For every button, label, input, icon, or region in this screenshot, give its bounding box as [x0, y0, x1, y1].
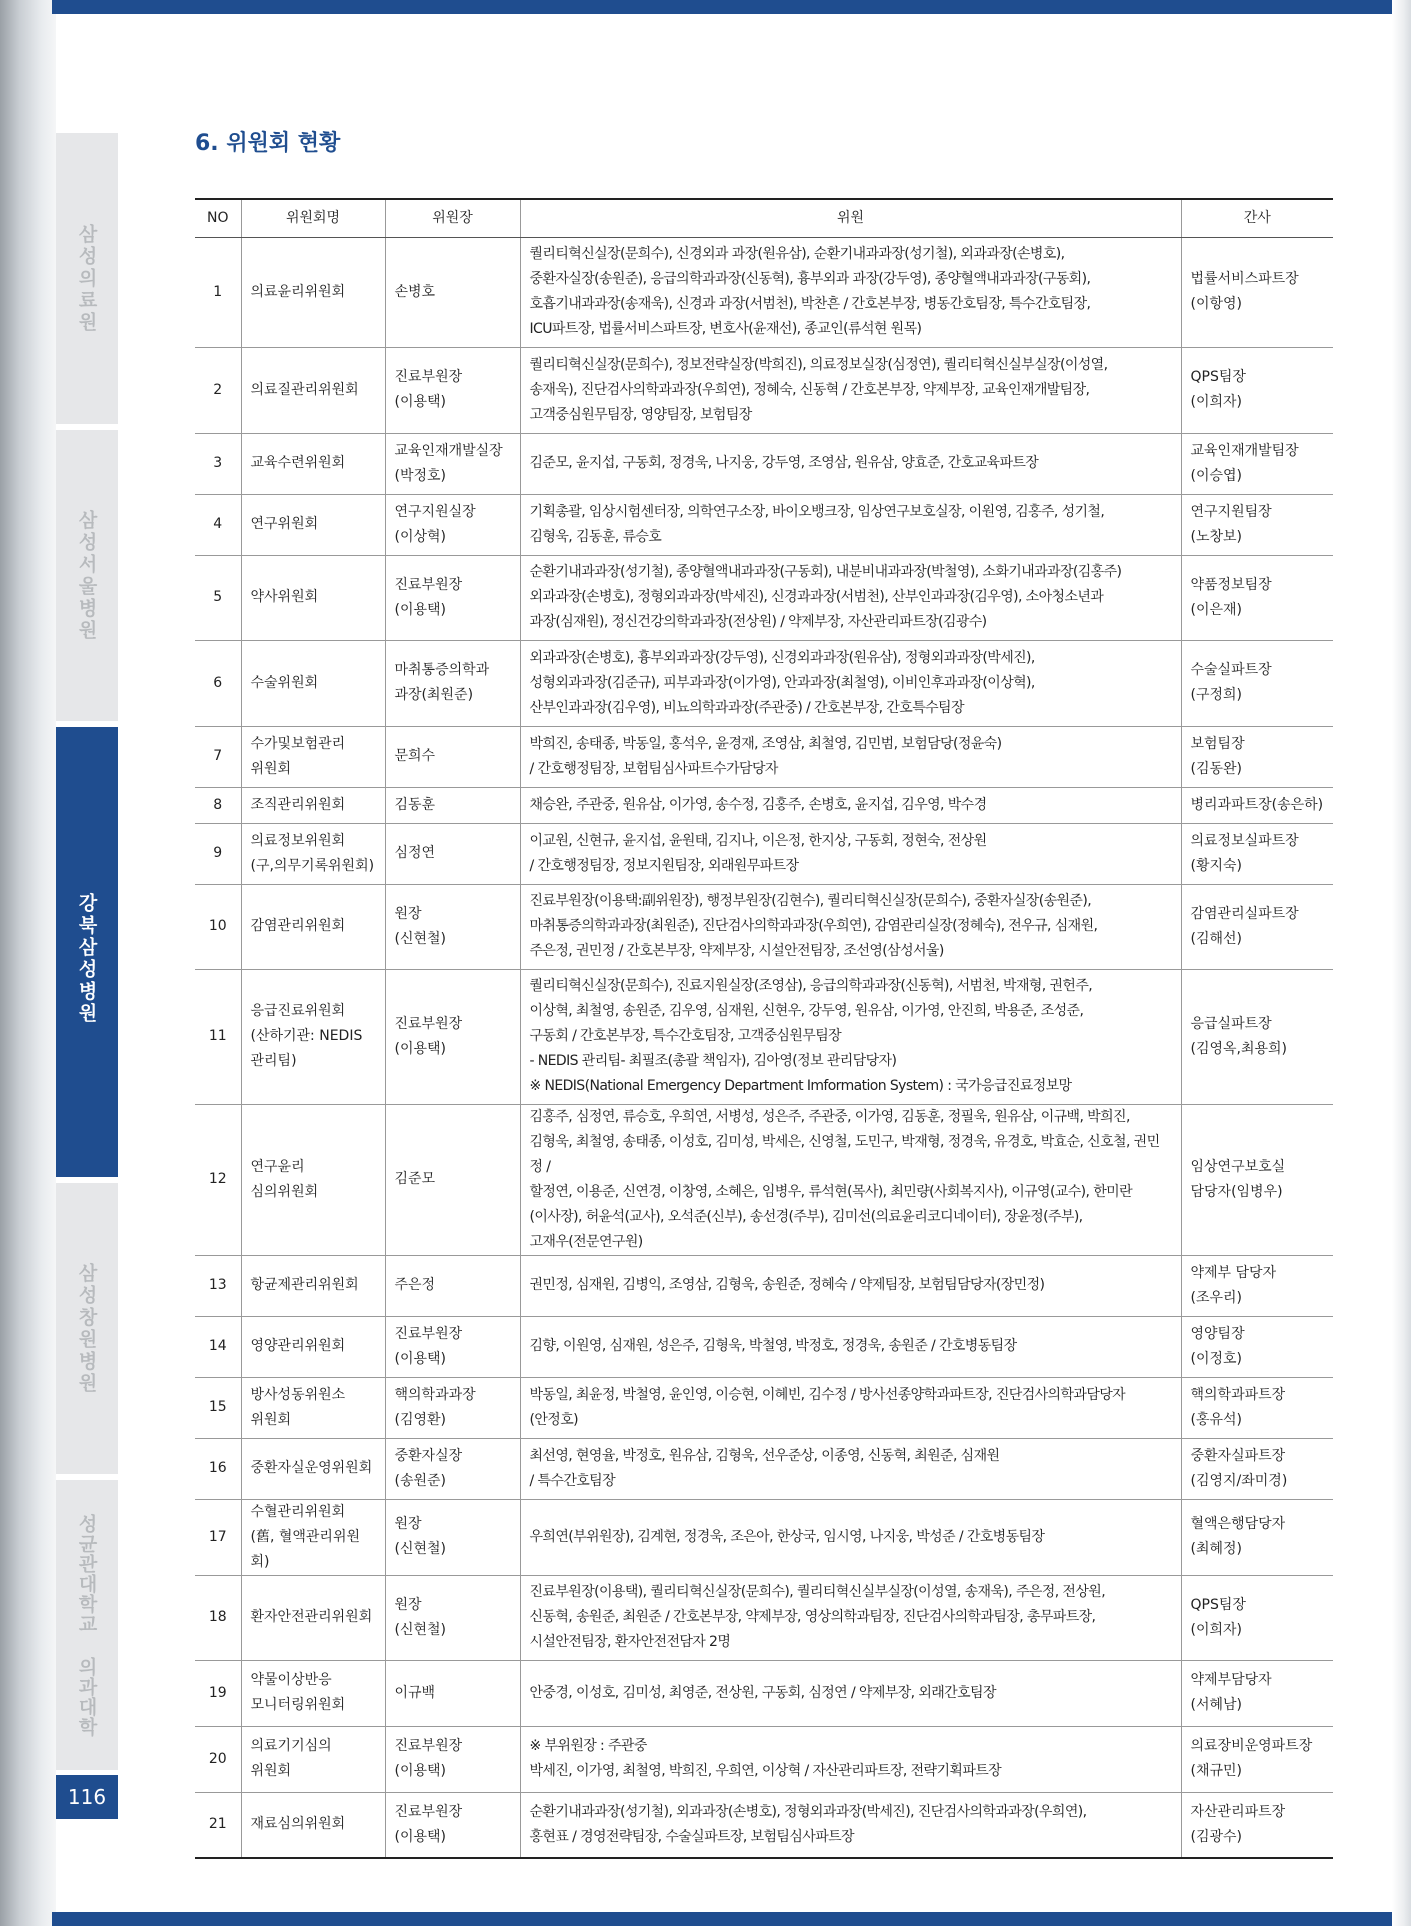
row-number: 9	[195, 823, 241, 884]
committee-secretary: QPS팀장 (이희자)	[1181, 1575, 1333, 1660]
committee-members: 김준모, 윤지섭, 구동회, 정경욱, 나지웅, 강두영, 조영삼, 원유삼, 양효준, 간호교육파트장	[520, 433, 1181, 494]
committee-secretary: 의료정보실파트장 (황지숙)	[1181, 823, 1333, 884]
row-number: 10	[195, 884, 241, 969]
top-accent-bar	[52, 0, 1411, 14]
table-row	[195, 1726, 1333, 1792]
committee-name: 약물이상반응 모니터링위원회	[241, 1660, 385, 1726]
column-header: 위원장	[385, 199, 520, 237]
committee-secretary: 병리과파트장(송은하)	[1181, 787, 1333, 823]
table-row	[195, 787, 1333, 823]
table-row	[195, 494, 1333, 555]
committee-name: 응급진료위원회 (산하기관: NEDIS 관리팀)	[241, 969, 385, 1104]
committee-secretary: 혈액은행담당자 (최혜정)	[1181, 1499, 1333, 1575]
committee-chair: 원장 (신현철)	[385, 884, 520, 969]
page-edge	[1392, 0, 1411, 1926]
committee-name: 재료심의위원회	[241, 1792, 385, 1858]
table-row	[195, 1255, 1333, 1316]
committee-members: 진료부원장(이용택), 퀄리티혁신실장(문희수), 퀄리티혁신실부실장(이성열, 송재욱), 주은정, 전상원, 신동혁, 송원준, 최원준 / 간호본부장, 약제부장, 영상의학과팀장, 진단검사의학과팀장, 총무파트장, 시설안전팀장, 환자안전전담자 2명	[520, 1575, 1181, 1660]
table-row	[195, 1438, 1333, 1499]
table-row	[195, 1499, 1333, 1575]
bottom-accent-bar	[52, 1912, 1411, 1926]
row-number: 8	[195, 787, 241, 823]
committee-chair: 진료부원장 (이용택)	[385, 969, 520, 1104]
committee-secretary: 약품정보팀장 (이은재)	[1181, 555, 1333, 640]
side-tab-samsung-medical-center[interactable]: 삼성의료원	[56, 133, 118, 424]
committee-secretary: 약제부담당자 (서혜남)	[1181, 1660, 1333, 1726]
committee-name: 교육수련위원회	[241, 433, 385, 494]
committee-members: 순환기내과과장(성기철), 종양혈액내과과장(구동회), 내분비내과과장(박철영), 소화기내과과장(김홍주) 외과과장(손병호), 정형외과과장(박세진), 신경과과장(서범천), 산부인과과장(김우영), 소아청소년과 과장(심재원), 정신건강의학과과장(전상원) / 약제부장, 자산관리파트장(김광수)	[520, 555, 1181, 640]
row-number: 4	[195, 494, 241, 555]
row-number: 14	[195, 1316, 241, 1377]
committee-name: 영양관리위원회	[241, 1316, 385, 1377]
side-tab-kangbuk-samsung-hospital[interactable]: 강북삼성병원	[56, 727, 118, 1177]
committee-name: 환자안전관리위원회	[241, 1575, 385, 1660]
committee-chair: 교육인재개발실장 (박정호)	[385, 433, 520, 494]
row-number: 13	[195, 1255, 241, 1316]
row-number: 12	[195, 1104, 241, 1255]
committee-chair: 김동훈	[385, 787, 520, 823]
committee-secretary: 영양팀장 (이정호)	[1181, 1316, 1333, 1377]
committee-chair: 핵의학과과장 (김영환)	[385, 1377, 520, 1438]
row-number: 5	[195, 555, 241, 640]
committee-members: 안중경, 이성호, 김미성, 최영준, 전상원, 구동회, 심정연 / 약제부장, 외래간호팀장	[520, 1660, 1181, 1726]
side-tab-samsung-seoul-hospital[interactable]: 삼성서울병원	[56, 430, 118, 721]
committee-chair: 진료부원장 (이용택)	[385, 1316, 520, 1377]
committee-members: 박희진, 송태종, 박동일, 홍석우, 윤경재, 조영삼, 최철영, 김민범, 보험담당(정윤숙) / 간호행정팀장, 보험팀심사파트수가담당자	[520, 726, 1181, 787]
committee-members: 이교원, 신현규, 윤지섭, 윤원태, 김지나, 이은정, 한지상, 구동회, 정현숙, 전상원 / 간호행정팀장, 정보지원팀장, 외래원무파트장	[520, 823, 1181, 884]
committee-name: 감염관리위원회	[241, 884, 385, 969]
committee-secretary: 중환자실파트장 (김영지/좌미경)	[1181, 1438, 1333, 1499]
committee-chair: 주은정	[385, 1255, 520, 1316]
column-header: NO	[195, 199, 241, 237]
committee-secretary: 수술실파트장 (구정희)	[1181, 640, 1333, 726]
committee-chair: 연구지원실장 (이상혁)	[385, 494, 520, 555]
section-title: 6. 위원회 현황	[195, 131, 341, 156]
committee-chair: 문희수	[385, 726, 520, 787]
table-row	[195, 1575, 1333, 1660]
committee-secretary: 임상연구보호실 담당자(임병우)	[1181, 1104, 1333, 1255]
committee-members: 김홍주, 심정연, 류승호, 우희연, 서병성, 성은주, 주관중, 이가영, 김동훈, 정필욱, 원유삼, 이규백, 박희진, 김형욱, 최철영, 송태종, 이성호, 김미성, 박세은, 신영철, 도민구, 박재형, 정경욱, 유경호, 박효순, 신호철, 권민정 / 할정연, 이용준, 신연경, 이창영, 소혜은, 임병우, 류석현(목사), 최민량(사회복지사), 이규영(교수), 한미란 (이사장), 허윤석(교사), 오석준(신부), 송선경(주부), 김미선(의료윤리코디네이터), 장윤정(주부), 고재우(전문연구원)	[520, 1104, 1181, 1255]
table-row	[195, 433, 1333, 494]
committee-name: 연구윤리 심의위원회	[241, 1104, 385, 1255]
page-number: 116	[56, 1775, 118, 1819]
table-row	[195, 347, 1333, 433]
committee-secretary: 보험팀장 (김동완)	[1181, 726, 1333, 787]
committee-chair: 중환자실장 (송원준)	[385, 1438, 520, 1499]
committee-members: 최선영, 현영율, 박정호, 원유삼, 김형욱, 선우준상, 이종영, 신동혁, 최원준, 심재원 / 특수간호팀장	[520, 1438, 1181, 1499]
row-number: 20	[195, 1726, 241, 1792]
committee-members: ※ 부위원장 : 주관중 박세진, 이가영, 최철영, 박희진, 우희연, 이상혁 / 자산관리파트장, 전략기획파트장	[520, 1726, 1181, 1792]
table-row	[195, 1104, 1333, 1255]
committee-chair: 진료부원장 (이용택)	[385, 347, 520, 433]
committee-chair: 진료부원장 (이용택)	[385, 1726, 520, 1792]
committee-members: 퀄리티혁신실장(문희수), 진료지원실장(조영삼), 응급의학과과장(신동혁), 서범천, 박재형, 권헌주, 이상혁, 최철영, 송원준, 김우영, 심재원, 신현우, 강두영, 원유삼, 이가영, 안진희, 박용준, 조성준, 구동회 / 간호본부장, 특수간호팀장, 고객중심원무팀장 - NEDIS 관리팀- 최필조(총괄 책임자), 김아영(정보 관리담당자) ※ NEDIS(National Emergency Department Imformation System) : 국가응급진료정보망	[520, 969, 1181, 1104]
row-number: 11	[195, 969, 241, 1104]
table-row	[195, 969, 1333, 1104]
committee-members: 우희연(부위원장), 김계현, 정경욱, 조은아, 한상국, 임시영, 나지웅, 박성준 / 간호병동팀장	[520, 1499, 1181, 1575]
committee-name: 항균제관리위원회	[241, 1255, 385, 1316]
committee-name: 조직관리위원회	[241, 787, 385, 823]
committee-chair: 진료부원장 (이용택)	[385, 1792, 520, 1858]
committee-chair: 마취통증의학과 과장(최원준)	[385, 640, 520, 726]
committee-name: 의료기기심의 위원회	[241, 1726, 385, 1792]
committee-table	[195, 198, 1333, 1859]
committee-name: 수가및보험관리 위원회	[241, 726, 385, 787]
table-header-row	[195, 199, 1333, 237]
table-row	[195, 1660, 1333, 1726]
committee-members: 외과과장(손병호), 흉부외과과장(강두영), 신경외과과장(원유삼), 정형외과과장(박세진), 성형외과과장(김준규), 피부과과장(이가영), 안과과장(최철영), 이비인후과과장(이상혁), 산부인과과장(김우영), 비뇨의학과과장(주관중) / 간호본부장, 간호특수팀장	[520, 640, 1181, 726]
committee-chair: 원장 (신현철)	[385, 1499, 520, 1575]
side-tab-samsung-changwon-hospital[interactable]: 삼성창원병원	[56, 1183, 118, 1474]
committee-members: 진료부원장(이용택:副위원장), 행정부원장(김현수), 퀄리티혁신실장(문희수), 중환자실장(송원준), 마취통증의학과과장(최원준), 진단검사의학과과장(우희연), 감염관리실장(정혜숙), 전우규, 심재원, 주은정, 권민정 / 간호본부장, 약제부장, 시설안전팀장, 조선영(삼성서울)	[520, 884, 1181, 969]
table-row	[195, 823, 1333, 884]
row-number: 21	[195, 1792, 241, 1858]
committee-secretary: 자산관리파트장 (김광수)	[1181, 1792, 1333, 1858]
committee-chair: 심정연	[385, 823, 520, 884]
committee-name: 방사성동위원소 위원회	[241, 1377, 385, 1438]
committee-secretary: 법률서비스파트장 (이항영)	[1181, 237, 1333, 347]
committee-chair: 원장 (신현철)	[385, 1575, 520, 1660]
committee-secretary: QPS팀장 (이희자)	[1181, 347, 1333, 433]
row-number: 17	[195, 1499, 241, 1575]
committee-members: 퀄리티혁신실장(문희수), 신경외과 과장(원유삼), 순환기내과과장(성기철), 외과과장(손병호), 중환자실장(송원준), 응급의학과과장(신동혁), 흉부외과 과장(강두영), 종양혈액내과과장(구동회), 호흡기내과과장(송재욱), 신경과 과장(서범천), 박찬흔 / 간호본부장, 병동간호팀장, 특수간호팀장, ICU파트장, 법률서비스파트장, 변호사(윤재선), 종교인(류석현 원목)	[520, 237, 1181, 347]
committee-secretary: 감염관리실파트장 (김해선)	[1181, 884, 1333, 969]
committee-chair: 손병호	[385, 237, 520, 347]
table-row	[195, 884, 1333, 969]
committee-members: 권민정, 심재원, 김병익, 조영삼, 김형욱, 송원준, 정혜숙 / 약제팀장, 보험팀담당자(장민정)	[520, 1255, 1181, 1316]
row-number: 7	[195, 726, 241, 787]
committee-name: 수혈관리위원회 (舊, 혈액관리위원회)	[241, 1499, 385, 1575]
row-number: 18	[195, 1575, 241, 1660]
row-number: 3	[195, 433, 241, 494]
column-header: 간사	[1181, 199, 1333, 237]
committee-name: 의료질관리위원회	[241, 347, 385, 433]
committee-members: 채승완, 주관중, 원유삼, 이가영, 송수정, 김홍주, 손병호, 윤지섭, 김우영, 박수경	[520, 787, 1181, 823]
committee-name: 약사위원회	[241, 555, 385, 640]
committee-secretary: 약제부 담당자 (조우리)	[1181, 1255, 1333, 1316]
committee-name: 수술위원회	[241, 640, 385, 726]
committee-name: 의료윤리위원회	[241, 237, 385, 347]
row-number: 15	[195, 1377, 241, 1438]
committee-chair: 김준모	[385, 1104, 520, 1255]
book-spine	[0, 0, 56, 1926]
column-header: 위원	[520, 199, 1181, 237]
committee-secretary: 핵의학과파트장 (홍유석)	[1181, 1377, 1333, 1438]
committee-chair: 이규백	[385, 1660, 520, 1726]
table-row	[195, 726, 1333, 787]
committee-members: 순환기내과과장(성기철), 외과과장(손병호), 정형외과과장(박세진), 진단검사의학과과장(우희연), 홍현표 / 경영전략팀장, 수술실파트장, 보험팀심사파트장	[520, 1792, 1181, 1858]
row-number: 6	[195, 640, 241, 726]
committee-name: 중환자실운영위원회	[241, 1438, 385, 1499]
table-row	[195, 640, 1333, 726]
committee-secretary: 의료장비운영파트장 (채규민)	[1181, 1726, 1333, 1792]
table-row	[195, 1377, 1333, 1438]
committee-secretary: 교육인재개발팀장 (이승엽)	[1181, 433, 1333, 494]
committee-members: 김향, 이원영, 심재원, 성은주, 김형욱, 박철영, 박정호, 정경욱, 송원준 / 간호병동팀장	[520, 1316, 1181, 1377]
row-number: 16	[195, 1438, 241, 1499]
committee-name: 의료정보위원회 (구,의무기록위원회)	[241, 823, 385, 884]
committee-members: 퀄리티혁신실장(문희수), 정보전략실장(박희진), 의료정보실장(심정연), 퀄리티혁신실부실장(이성열, 송재욱), 진단검사의학과과장(우희연), 정혜숙, 신동혁 / 간호본부장, 약제부장, 교육인재개발팀장, 고객중심원무팀장, 영양팀장, 보험팀장	[520, 347, 1181, 433]
row-number: 2	[195, 347, 241, 433]
committee-members: 박동일, 최윤정, 박철영, 윤인영, 이승현, 이혜빈, 김수정 / 방사선종양학과파트장, 진단검사의학과담당자 (안정호)	[520, 1377, 1181, 1438]
row-number: 1	[195, 237, 241, 347]
table-row	[195, 1792, 1333, 1858]
committee-secretary: 응급실파트장 (김영옥,최용희)	[1181, 969, 1333, 1104]
table-row	[195, 1316, 1333, 1377]
column-header: 위원회명	[241, 199, 385, 237]
table-row	[195, 237, 1333, 347]
side-tab-skku-medicine[interactable]: 성균관대학교 의과대학	[56, 1480, 118, 1770]
committee-chair: 진료부원장 (이용택)	[385, 555, 520, 640]
row-number: 19	[195, 1660, 241, 1726]
committee-secretary: 연구지원팀장 (노창보)	[1181, 494, 1333, 555]
table-row	[195, 555, 1333, 640]
committee-name: 연구위원회	[241, 494, 385, 555]
committee-members: 기획총괄, 임상시험센터장, 의학연구소장, 바이오뱅크장, 임상연구보호실장, 이원영, 김홍주, 성기철, 김형욱, 김동훈, 류승호	[520, 494, 1181, 555]
